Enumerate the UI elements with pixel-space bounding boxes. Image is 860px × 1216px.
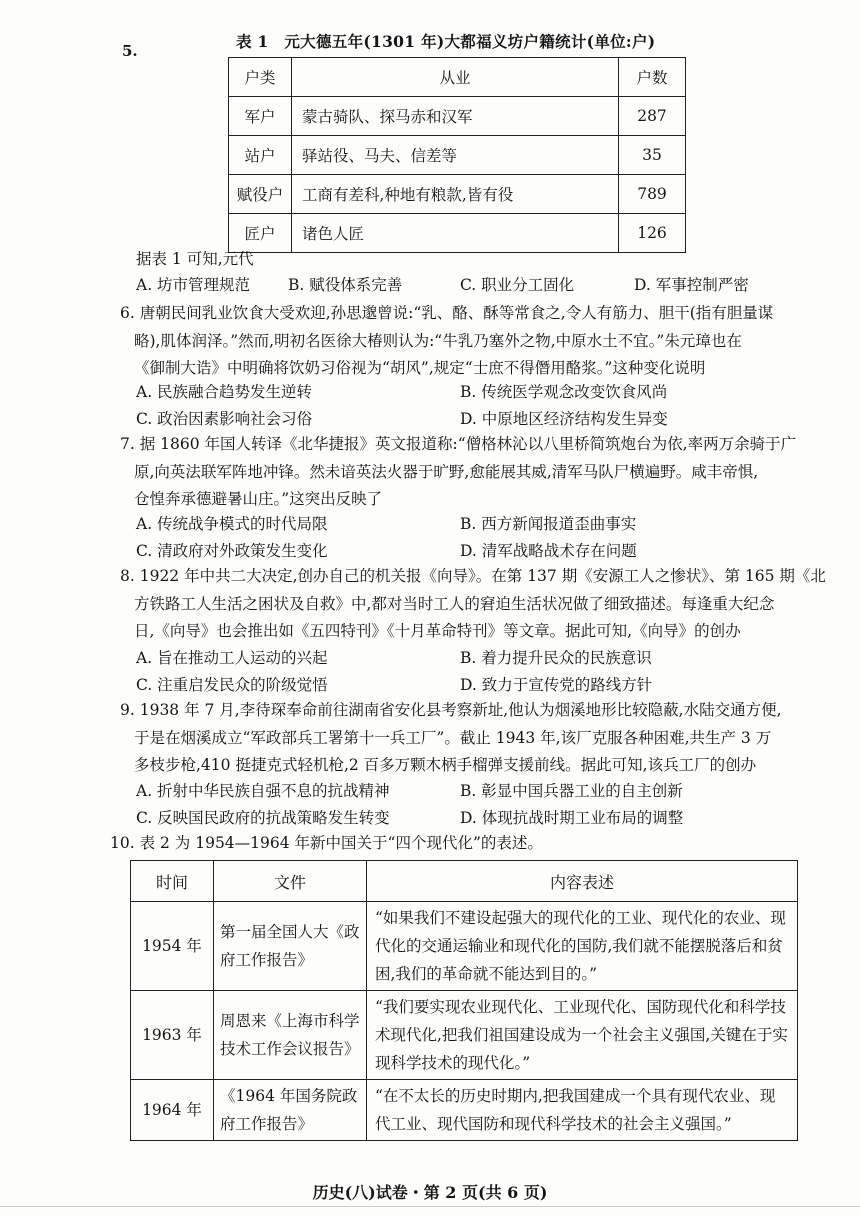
household-type: 军户 xyxy=(229,97,292,136)
q5-option-d[interactable]: D. 军事控制严密 xyxy=(634,276,749,294)
occupation: 工商有差科,种地有粮款,皆有役 xyxy=(292,175,619,214)
time-cell: 1954 年 xyxy=(131,902,214,991)
question-8-stem xyxy=(120,563,826,646)
q6-option-d[interactable]: D. 中原地区经济结构发生异变 xyxy=(460,410,668,428)
table-1-header: 从业 xyxy=(292,58,619,97)
table-1 xyxy=(228,57,686,253)
q8-option-a[interactable]: A. 旨在推动工人运动的兴起 xyxy=(136,649,328,667)
q7-option-b[interactable]: B. 西方新闻报道歪曲事实 xyxy=(460,515,637,533)
table-row xyxy=(229,97,686,136)
q5-option-c[interactable]: C. 职业分工固化 xyxy=(460,276,575,294)
q9-option-a[interactable]: A. 折射中华民族自强不息的抗战精神 xyxy=(136,782,390,800)
time-cell: 1963 年 xyxy=(131,991,214,1080)
q9-option-b[interactable]: B. 彰显中国兵器工业的自主创新 xyxy=(460,782,683,800)
table-row xyxy=(229,214,686,253)
stem-line: 原,向英法联军阵地冲锋。然未谙英法火器于旷野,愈能展其威,清军马队尸横遍野。咸丰帝惧, xyxy=(134,462,759,481)
document-cell: 第一届全国人大《政府工作报告》 xyxy=(214,902,367,991)
household-count: 287 xyxy=(619,97,686,136)
stem-line: 8. 1922 年中共二大决定,创办自己的机关报《向导》。在第 137 期《安源工人之惨状》、第 165 期《北 xyxy=(120,567,826,585)
table-1-caption: 表 1 元大德五年(1301 年)大都福义坊户籍统计(单位:户) xyxy=(236,32,656,51)
table-1-header: 户类 xyxy=(229,58,292,97)
table-row xyxy=(131,902,798,991)
stem-line: 9. 1938 年 7 月,李待琛奉命前往湖南省安化县考察新址,他认为烟溪地形比较隐蔽,水陆交通方便, xyxy=(120,701,782,719)
table-2-header: 内容表述 xyxy=(367,861,798,902)
table-row xyxy=(229,136,686,175)
q9-option-c[interactable]: C. 反映国民政府的抗战策略发生转变 xyxy=(136,809,390,827)
occupation: 诸色人匠 xyxy=(292,214,619,253)
question-7-stem xyxy=(120,431,796,514)
table-2-header: 文件 xyxy=(214,861,367,902)
q6-option-c[interactable]: C. 政治因素影响社会习俗 xyxy=(136,410,313,428)
table-row xyxy=(131,1080,798,1141)
table-2 xyxy=(130,860,798,1141)
stem-line: 方铁路工人生活之困状及自救》中,都对当时工人的窘迫生活状况做了细致描述。每逢重大纪念 xyxy=(134,594,775,613)
q7-option-c[interactable]: C. 清政府对外政策发生变化 xyxy=(136,542,328,560)
q8-option-b[interactable]: B. 着力提升民众的民族意识 xyxy=(460,649,652,667)
table-row xyxy=(131,991,798,1080)
question-5-stem: 据表 1 可知,元代 xyxy=(136,250,254,268)
table-2-header-row xyxy=(131,861,798,902)
question-6-stem xyxy=(120,300,773,383)
question-9-stem xyxy=(120,697,782,780)
question-10-stem: 10. 表 2 为 1954—1964 年新中国关于“四个现代化”的表述。 xyxy=(110,834,543,852)
stem-line: 日,《向导》也会推出如《五四特刊》《十月革命特刊》等文章。据此可知,《向导》的创办 xyxy=(134,622,741,640)
table-row xyxy=(229,175,686,214)
household-type: 站户 xyxy=(229,136,292,175)
stem-line: 7. 据 1860 年国人转译《北华捷报》英文报道称:“僧格林沁以八里桥简筑炮台为依,率两万余骑于广 xyxy=(120,435,797,453)
q9-option-d[interactable]: D. 体现抗战时期工业布局的调整 xyxy=(460,809,684,827)
stem-line: 略),肌体润泽。”然而,明初名医徐大椿则认为:“牛乳乃塞外之物,中原水土不宜。”朱元璋也在 xyxy=(134,331,742,350)
q8-option-c[interactable]: C. 注重启发民众的阶级觉悟 xyxy=(136,676,328,694)
household-count: 789 xyxy=(619,175,686,214)
stem-line: 仓惶奔承德避暑山庄。”这突出反映了 xyxy=(134,490,383,508)
stem-line: 多枝步枪,410 挺捷克式轻机枪,2 百多万颗木柄手榴弹支援前线。据此可知,该兵工厂的创办 xyxy=(134,756,757,774)
table-2-header: 时间 xyxy=(131,861,214,902)
q6-option-b[interactable]: B. 传统医学观念改变饮食风尚 xyxy=(460,383,668,401)
q7-option-a[interactable]: A. 传统战争模式的时代局限 xyxy=(136,515,328,533)
household-type: 匠户 xyxy=(229,214,292,253)
document-cell: 周恩来《上海市科学技术工作会议报告》 xyxy=(214,991,367,1080)
footer-divider xyxy=(0,1206,860,1207)
document-cell: 《1964 年国务院政府工作报告》 xyxy=(214,1080,367,1141)
content-cell: “在不太长的历史时期内,把我国建成一个具有现代农业、现代工业、现代国防和现代科学技术的社会主义强国。” xyxy=(367,1080,798,1141)
stem-line: 《御制大诰》中明确将饮奶习俗视为“胡风”,规定“士庶不得僭用酪浆。”这种变化说明 xyxy=(134,359,706,377)
time-cell: 1964 年 xyxy=(131,1080,214,1141)
content-cell: “如果我们不建设起强大的现代化的工业、现代化的农业、现代化的交通运输业和现代化的国防,我们就不能摆脱落后和贫困,我们的革命就不能达到目的。” xyxy=(367,902,798,991)
occupation: 蒙古骑队、探马赤和汉军 xyxy=(292,97,619,136)
q5-option-a[interactable]: A. 坊市管理规范 xyxy=(136,276,251,294)
q8-option-d[interactable]: D. 致力于宣传党的路线方针 xyxy=(460,676,653,694)
household-count: 35 xyxy=(619,136,686,175)
stem-line: 6. 唐朝民间乳业饮食大受欢迎,孙思邈曾说:“乳、酪、酥等常食之,令人有筋力、胆干(指有胆量谋 xyxy=(120,304,774,322)
household-count: 126 xyxy=(619,214,686,253)
table-1-header-row xyxy=(229,58,686,97)
stem-line: 于是在烟溪成立“军政部兵工署第十一兵工厂”。截止 1943 年,该厂克服各种困难,共生产 3 万 xyxy=(134,728,772,747)
page-footer: 历史(八)试卷・第 2 页(共 6 页) xyxy=(312,1183,548,1202)
question-5-number: 5. xyxy=(122,42,138,60)
occupation: 驿站役、马夫、信差等 xyxy=(292,136,619,175)
table-1-header: 户数 xyxy=(619,58,686,97)
household-type: 赋役户 xyxy=(229,175,292,214)
q6-option-a[interactable]: A. 民族融合趋势发生逆转 xyxy=(136,383,313,401)
q7-option-d[interactable]: D. 清军战略战术存在问题 xyxy=(460,542,637,560)
content-cell: “我们要实现农业现代化、工业现代化、国防现代化和科学技术现代化,把我们祖国建设成为一个社会主义强国,关键在于实现科学技术的现代化。” xyxy=(367,991,798,1080)
q5-option-b[interactable]: B. 赋役体系完善 xyxy=(288,276,403,294)
